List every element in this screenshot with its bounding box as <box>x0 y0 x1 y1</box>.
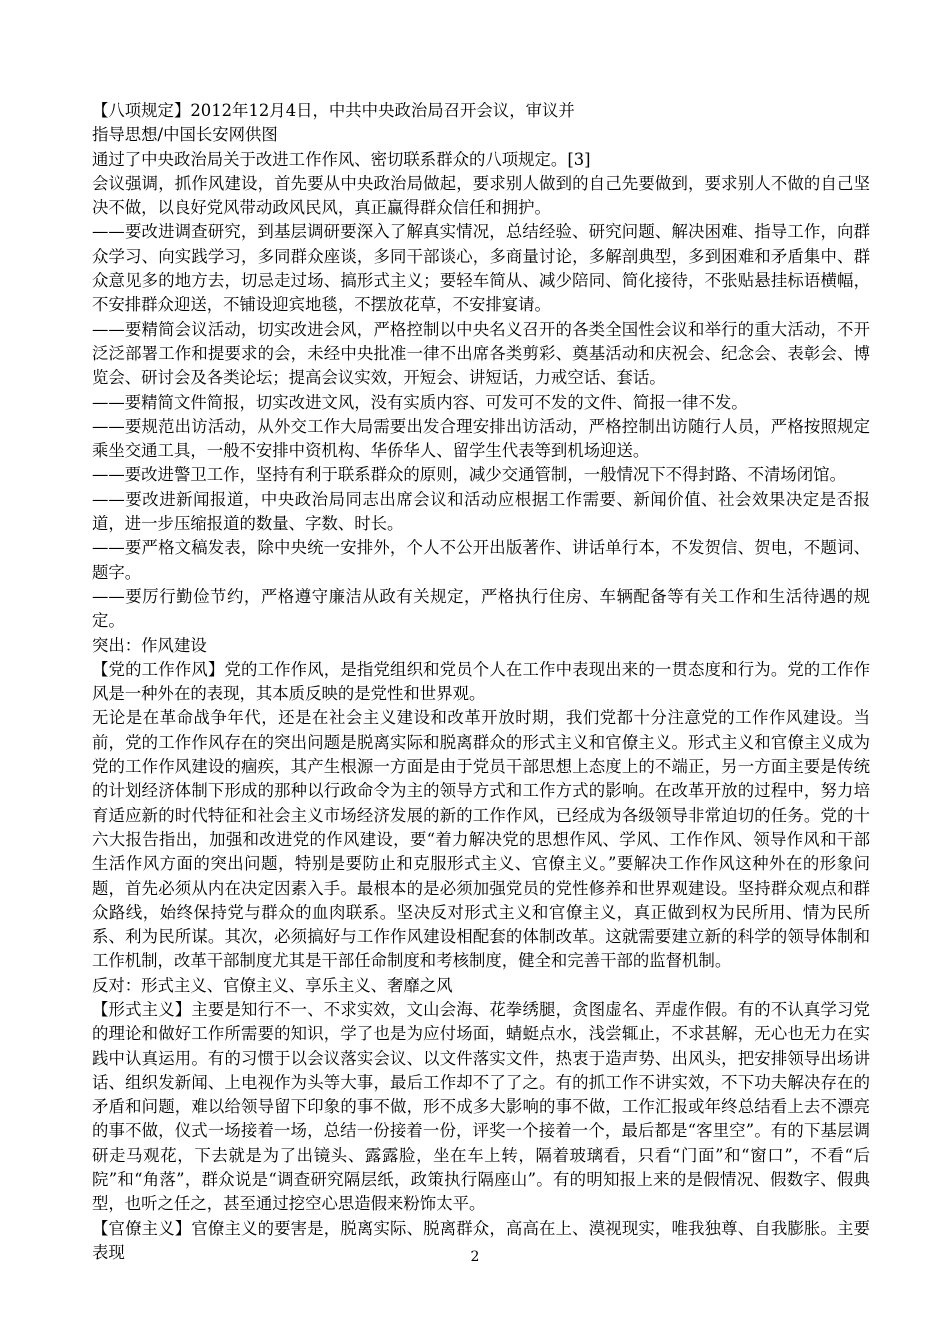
paragraph-rule-frugality: ——要厉行勤俭节约，严格遵守廉洁从政有关规定，严格执行住房、车辆配备等有关工作和生活待遇的规定。 <box>92 586 870 631</box>
paragraph-party-work-style: 【党的工作作风】党的工作作风，是指党组织和党员个人在工作中表现出来的一贯态度和行为。党的工作作风是一种外在的表现，其本质反映的是党性和世界观。 <box>92 659 870 704</box>
paragraph-rule-news: ——要改进新闻报道，中央政治局同志出席会议和活动应根据工作需要、新闻价值、社会效果决定是否报道，进一步压缩报道的数量、字数、时长。 <box>92 489 870 534</box>
heading-oppose: 反对：形式主义、官僚主义、享乐主义、奢靡之风 <box>92 975 453 995</box>
paragraph-rule-documents: ——要精简文件简报，切实改进文风，没有实质内容、可发可不发的文件、简报一律不发。 <box>92 392 748 412</box>
paragraph-eight-rules-passed: 通过了中央政治局关于改进工作作风、密切联系群众的八项规定。[3] <box>92 149 591 169</box>
paragraph-rule-meetings: ——要精简会议活动，切实改进会风，严格控制以中央名义召开的各类全国性会议和举行的重大活动，不开泛泛部署工作和提要求的会，未经中央批准一律不出席各类剪彩、奠基活动和庆祝会、纪念会、表彰会、博览会、研讨会及各类论坛；提高会议实效，开短会、讲短话，力戒空话、套话。 <box>92 319 870 388</box>
paragraph-meeting-emphasis: 会议强调，抓作风建设，首先要从中央政治局做起，要求别人做到的自己先要做到，要求别人不做的自己坚决不做，以良好党风带动政风民风，真正赢得群众信任和拥护。 <box>92 173 870 218</box>
paragraph-work-style-history: 无论是在革命战争年代，还是在社会主义建设和改革开放时期，我们党都十分注意党的工作作风建设。当前，党的工作作风存在的突出问题是脱离实际和脱离群众的形式主义和官僚主义。形式主义和官僚主义成为党的工作作风建设的痼疾，其产生根源一方面是由于党员干部思想上态度上的不端正，另一方面主要是传统的计划经济体制下形成的那种以行政命令为主的领导方式和工作方式的影响。在改革开放的过程中，努力培育适应新的时代特征和社会主义市场经济发展的新的工作作风，已经成为各级领导非常迫切的任务。党的十六大报告指出，加强和改进党的作风建设，要“着力解决党的思想作风、学风、工作作风、领导作风和干部生活作风方面的突出问题，特别是要防止和克服形式主义、官僚主义。”要解决工作作风这种外在的形象问题，首先必须从内在决定因素入手。最根本的是必须加强党员的党性修养和世界观建设。坚持群众观点和群众路线，始终保持党与群众的血肉联系。坚决反对形式主义和官僚主义，真正做到权为民所用、情为民所系、利为民所谋。其次，必须搞好与工作作风建设相配套的体制改革。这就需要建立新的科学的领导体制和工作机制，改革干部制度尤其是干部任命制度和考核制度，健全和完善干部的监督机制。 <box>92 708 870 971</box>
paragraph-rule-security: ——要改进警卫工作，坚持有利于联系群众的原则，减少交通管制，一般情况下不得封路、不清场闭馆。 <box>92 465 846 485</box>
paragraph-rule-publications: ——要严格文稿发表，除中央统一安排外，个人不公开出版著作、讲话单行本，不发贺信、贺电，不题词、题字。 <box>92 538 870 582</box>
page-number: 2 <box>470 1249 480 1265</box>
paragraph-image-caption: 指导思想/中国长安网供图 <box>92 125 278 145</box>
paragraph-eight-rules-intro: 【八项规定】2012年12月4日，中共中央政治局召开会议，审议并 <box>92 101 575 120</box>
document-body <box>92 99 870 1265</box>
paragraph-rule-visits: ——要规范出访活动，从外交工作大局需要出发合理安排出访活动，严格控制出访随行人员，严格按照规定乘坐交通工具，一般不安排中资机构、华侨华人、留学生代表等到机场迎送。 <box>92 416 870 461</box>
paragraph-formalism: 【形式主义】主要是知行不一、不求实效，文山会海、花拳绣腿，贪图虚名、弄虚作假。有的不认真学习党的理论和做好工作所需要的知识，学了也是为应付场面，蜻蜓点水，浅尝辄止，不求甚解，无心也无力在实践中认真运用。有的习惯于以会议落实会议、以文件落实文件，热衷于造声势、出风头，把安排领导出场讲话、组织发新闻、上电视作为头等大事，最后工作却不了了之。有的抓工作不讲实效，不下功夫解决存在的矛盾和问题，难以给领导留下印象的事不做，形不成多大影响的事不做，工作汇报或年终总结看上去不漂亮的事不做，仪式一场接着一场，总结一份接着一份，评奖一个接着一个，最后都是“客里空”。有的下基层调研走马观花，下去就是为了出镜头、露露脸，坐在车上转，隔着玻璃看，只看“门面”和“窗口”，不看“后院”和“角落”，群众说是“调查研究隔层纸，政策执行隔座山”。有的明知报上来的是假情况、假数字、假典型，也听之任之，甚至通过挖空心思造假来粉饰太平。 <box>92 999 870 1214</box>
heading-highlight-style: 突出：作风建设 <box>92 635 207 655</box>
paragraph-rule-research: ——要改进调查研究，到基层调研要深入了解真实情况，总结经验、研究问题、解决困难、指导工作，向群众学习、向实践学习，多同群众座谈，多同干部谈心，多商量讨论，多解剖典型，多到困难和矛盾集中、群众意见多的地方去，切忌走过场、搞形式主义；要轻车简从、减少陪同、简化接待，不张贴悬挂标语横幅，不安排群众迎送，不铺设迎宾地毯，不摆放花草，不安排宴请。 <box>92 222 870 315</box>
paragraph-bureaucratism: 【官僚主义】官僚主义的要害是，脱离实际、脱离群众，高高在上、漠视现实，唯我独尊、自我膨胀。主要表现 <box>92 1218 870 1262</box>
